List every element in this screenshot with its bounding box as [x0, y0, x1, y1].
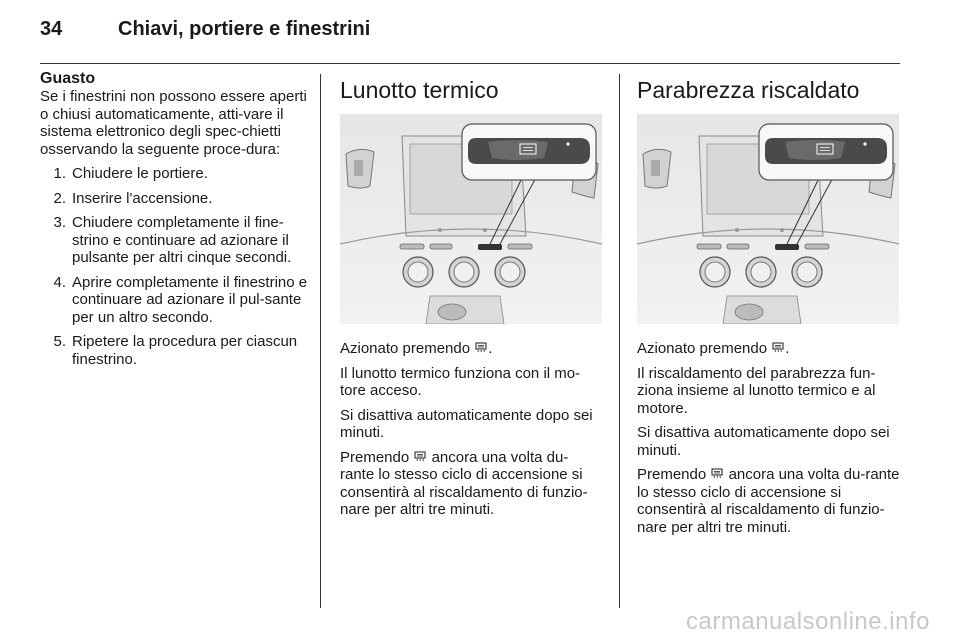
- list-item: 4. Aprire completamente il finestrino e continuare ad azionare il pul-sante per un altro secondo.: [53, 273, 308, 326]
- list-item: 3. Chiudere completamente il fine-strino e continuare ad azionare il pulsante per altri cinque secondi.: [53, 214, 292, 266]
- lunotto-p3: Si disattiva automaticamente dopo sei minuti.: [340, 406, 593, 441]
- dashboard-illustration-parabrezza: [637, 114, 899, 324]
- procedure-steps: [40, 165, 308, 368]
- parabrezza-p2: Il riscaldamento del parabrezza fun-ziona insieme al lunotto termico e al motore.: [637, 364, 876, 417]
- parabrezza-p1: Azionato premendo .: [637, 340, 790, 357]
- rear-defrost-icon: [772, 342, 784, 354]
- lunotto-p4: Premendo ancora una volta du-rante lo stesso ciclo di accensione si consentirà al riscaldamento di funzio-nare per altri tre minuti.: [340, 448, 588, 518]
- rear-defrost-icon: [414, 451, 426, 463]
- lunotto-p2: Il lunotto termico funziona con il mo-tore acceso.: [340, 364, 581, 399]
- list-item: 2. Inserire l'accensione.: [53, 189, 213, 207]
- column-parabrezza: [637, 70, 902, 543]
- column-divider-1: [320, 74, 321, 608]
- page-header: [40, 18, 370, 50]
- parabrezza-p3: Si disattiva automaticamente dopo sei minuti.: [637, 424, 890, 459]
- rear-defrost-icon: [475, 342, 487, 354]
- list-item: 1. Chiudere le portiere.: [53, 165, 208, 182]
- section-title-parabrezza: Parabrezza riscaldato: [637, 77, 860, 103]
- header-rule: [40, 63, 900, 64]
- column-lunotto: [340, 70, 602, 526]
- rear-defrost-icon: [711, 468, 723, 480]
- lunotto-p1: Azionato premendo .: [340, 340, 493, 357]
- column-divider-2: [619, 74, 620, 608]
- column-guasto: [40, 70, 308, 375]
- list-item: 5. Ripetere la procedura per ciascun finestrino.: [53, 333, 298, 368]
- dashboard-illustration-lunotto: [340, 114, 602, 324]
- watermark: carmanualsonline.info: [686, 608, 930, 635]
- section-title-lunotto: Lunotto termico: [340, 77, 499, 103]
- parabrezza-p4: Premendo ancora una volta du-rante lo stesso ciclo di accensione si consentirà al riscaldamento di funzio-nare per altri tre minuti.: [637, 466, 900, 536]
- page-number: 34: [40, 18, 63, 40]
- section-heading-guasto: Guasto: [40, 70, 96, 87]
- chapter-title: Chiavi, portiere e finestrini: [118, 18, 371, 40]
- guasto-intro: Se i finestrini non possono essere aperti o chiusi automaticamente, atti-vare il sistema elettronico degli spec-chietti osservando la seguente proce-dura:: [40, 88, 307, 158]
